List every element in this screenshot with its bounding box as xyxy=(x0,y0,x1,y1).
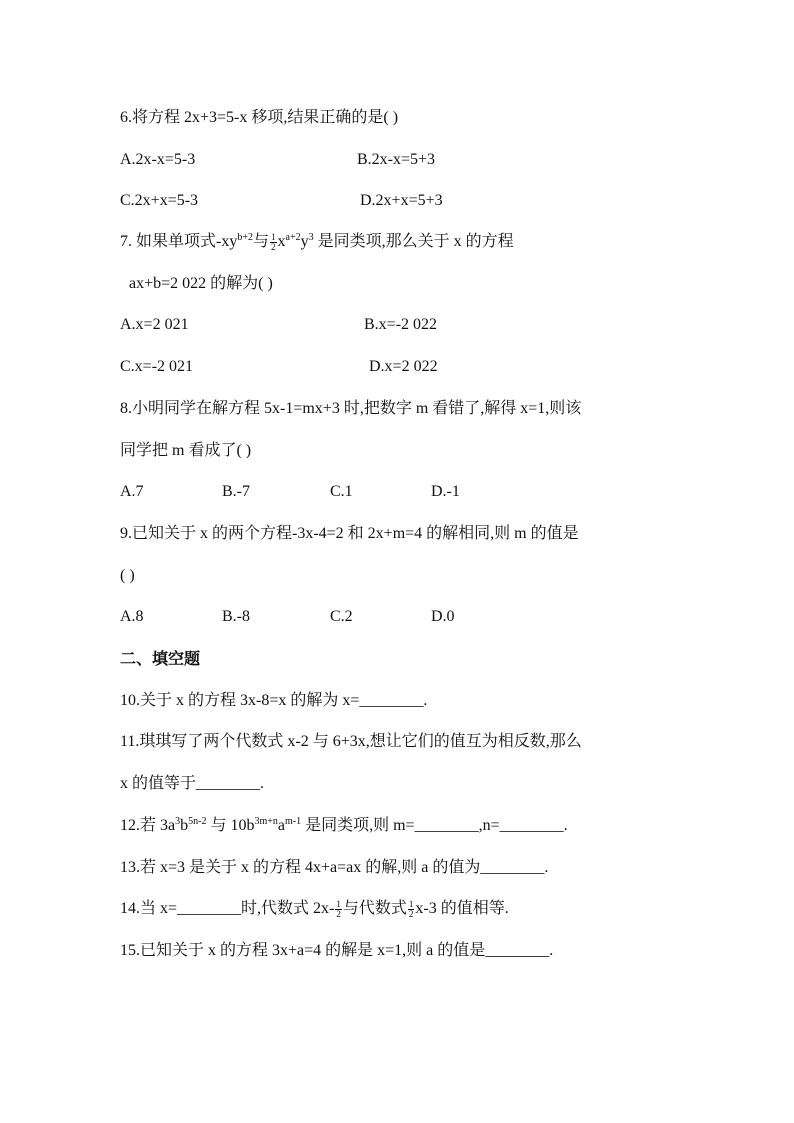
q12-stem xyxy=(120,815,568,837)
q7-option-c: C.x=-2 021 xyxy=(120,358,194,375)
q7-option-b: B.x=-2 022 xyxy=(364,316,438,333)
q12-text-3: 与 10b xyxy=(206,817,255,834)
q12-exponent-3: 3m+n xyxy=(254,816,278,827)
q14-text-3: x-3 的值相等. xyxy=(415,900,509,917)
q7-exponent-3: 3 xyxy=(308,232,314,243)
q12-text-2: b xyxy=(180,817,189,834)
q6-option-c: C.2x+x=5-3 xyxy=(120,192,199,209)
q14-fraction-1-denominator: 2 xyxy=(336,908,341,919)
q8-option-b: B.-7 xyxy=(222,483,250,500)
q9-option-b: B.-8 xyxy=(222,608,250,625)
q10-stem: 10.关于 x 的方程 3x-8=x 的解为 x=________. xyxy=(120,692,428,709)
q8-option-a: A.7 xyxy=(120,483,144,500)
q11-stem-line2: x 的值等于________. xyxy=(120,775,265,792)
q12-exponent-1: 3 xyxy=(175,816,181,827)
q7-option-a: A.x=2 021 xyxy=(120,316,189,333)
q14-stem xyxy=(120,898,509,920)
q6-option-a: A.2x-x=5-3 xyxy=(120,151,196,168)
q12-text-1: 12.若 3a xyxy=(120,817,176,834)
q9-option-d: D.0 xyxy=(431,608,455,625)
q14-text-2: 与代数式 xyxy=(342,900,407,917)
q7-stem xyxy=(120,231,514,253)
q8-option-d: D.-1 xyxy=(431,483,460,500)
q7-stem-line2: ax+b=2 022 的解为( ) xyxy=(129,275,273,292)
q12-text-5: 是同类项,则 m=________,n=________. xyxy=(301,817,568,834)
q8-option-c: C.1 xyxy=(330,483,353,500)
q12-exponent-4: m-1 xyxy=(285,816,302,827)
q9-stem-line2: ( ) xyxy=(120,567,135,584)
q9-stem-line1: 9.已知关于 x 的两个方程-3x-4=2 和 2x+m=4 的解相同,则 m 的值是 xyxy=(120,525,579,542)
section-fill-in-heading: 二、填空题 xyxy=(120,649,201,668)
q6-option-b: B.2x-x=5+3 xyxy=(357,151,436,168)
q7-text-2: 与 xyxy=(252,233,269,250)
q8-stem-line1: 8.小明同学在解方程 5x-1=mx+3 时,把数字 m 看错了,解得 x=1,则该 xyxy=(120,400,582,417)
q7-text-1: 7. 如果单项式-xy xyxy=(120,233,238,250)
q14-fraction-1 xyxy=(335,900,342,919)
q7-text-5: 是同类项,那么关于 x 的方程 xyxy=(313,233,514,250)
q14-text-1: 14.当 x=________时,代数式 2x- xyxy=(120,900,335,917)
q6-option-d: D.2x+x=5+3 xyxy=(360,192,443,209)
q7-option-d: D.x=2 022 xyxy=(369,358,438,375)
q7-text-3: x xyxy=(277,233,286,250)
q7-fraction-numerator: 1 xyxy=(271,231,276,242)
q7-text-4: y xyxy=(300,233,309,250)
q14-fraction-2-denominator: 2 xyxy=(408,908,414,919)
q9-option-c: C.2 xyxy=(330,608,353,625)
q8-stem-line2: 同学把 m 看成了( ) xyxy=(120,442,252,459)
q12-text-4: a xyxy=(277,817,285,834)
q14-fraction-2-numerator: 1 xyxy=(408,898,414,909)
q11-stem-line1: 11.琪琪写了两个代数式 x-2 与 6+3x,想让它们的值互为相反数,那么 xyxy=(120,733,582,750)
q12-exponent-2: 5n-2 xyxy=(188,816,207,827)
q7-exponent-2: a+2 xyxy=(285,232,301,243)
q7-fraction xyxy=(270,233,277,252)
q14-fraction-2 xyxy=(408,900,415,919)
q13-stem: 13.若 x=3 是关于 x 的方程 4x+a=ax 的解,则 a 的值为________. xyxy=(120,859,549,876)
q7-fraction-denominator: 2 xyxy=(271,241,276,252)
q6-stem: 6.将方程 2x+3=5-x 移项,结果正确的是( ) xyxy=(120,109,399,126)
q14-fraction-1-numerator: 1 xyxy=(336,898,341,909)
q7-exponent-1: b+2 xyxy=(237,232,253,243)
q15-stem: 15.已知关于 x 的方程 3x+a=4 的解是 x=1,则 a 的值是________. xyxy=(120,942,554,959)
q9-option-a: A.8 xyxy=(120,608,144,625)
